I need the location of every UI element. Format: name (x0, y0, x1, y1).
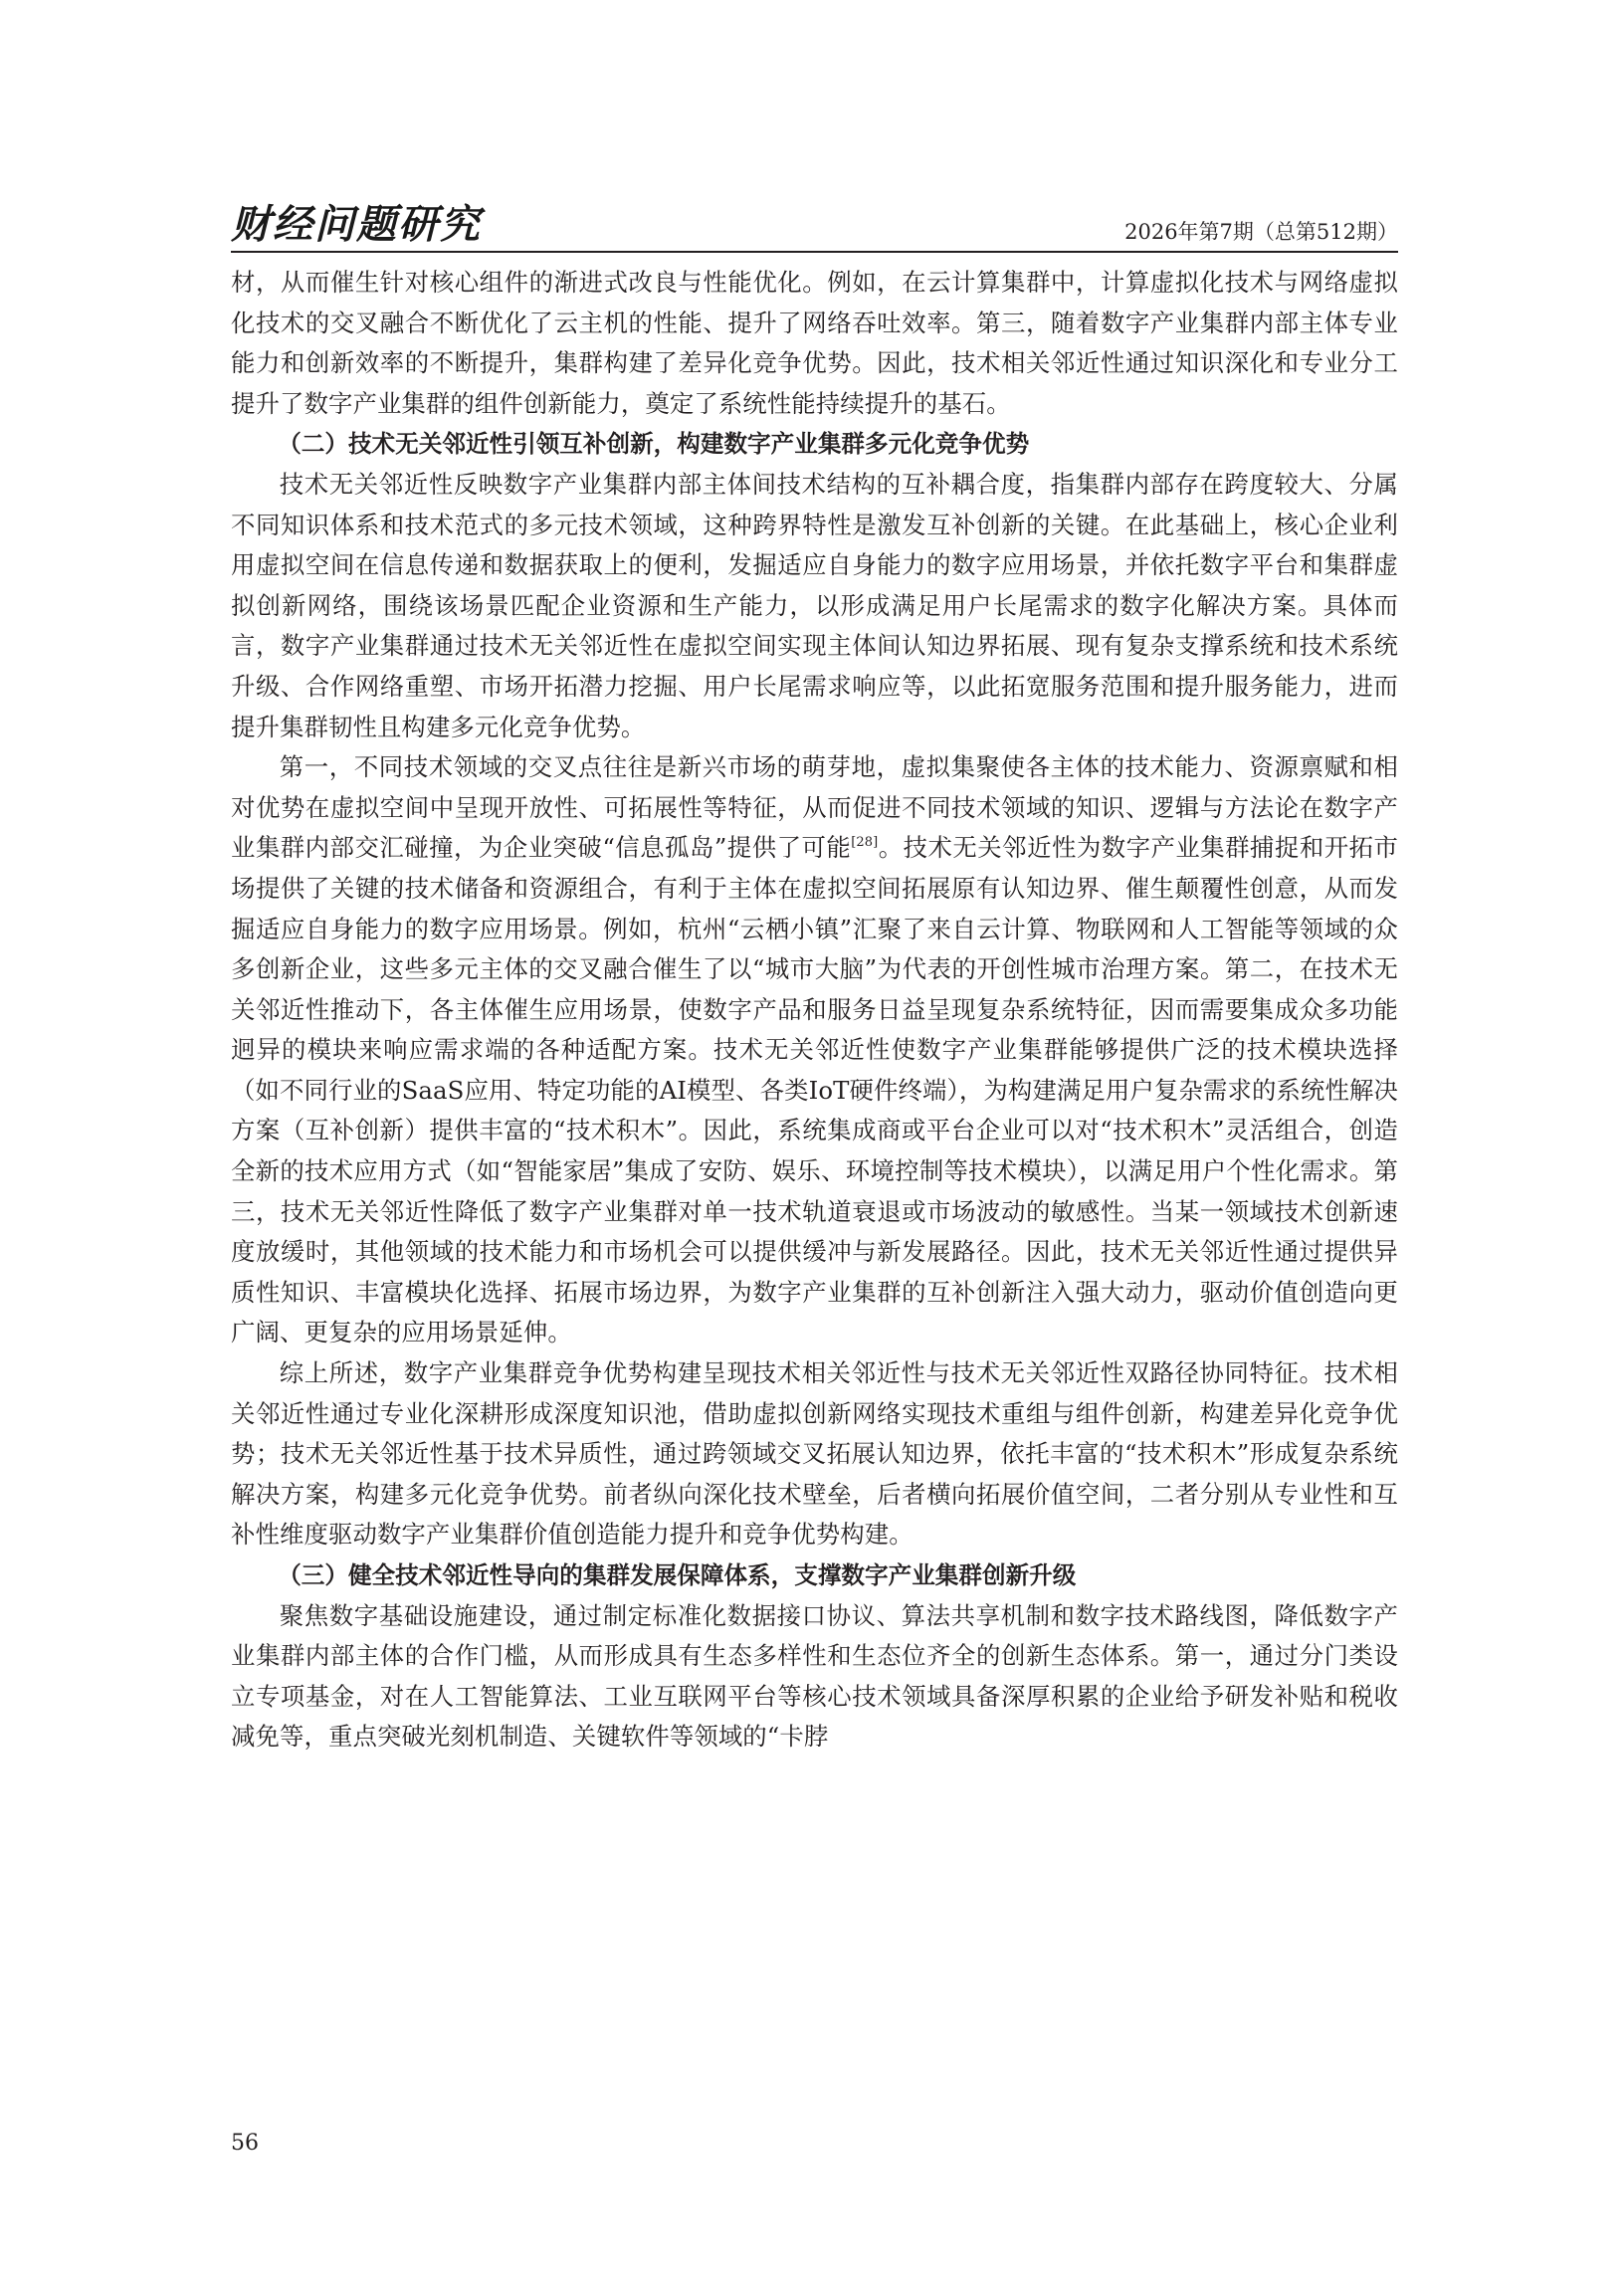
paragraph-continued: 材，从而催生针对核心组件的渐进式改良与性能优化。例如，在云计算集群中，计算虚拟化技术与网络虚拟化技术的交叉融合不断优化了云主机的性能、提升了网络吞吐效率。第三，随着数字产业集群内部主体专业能力和创新效率的不断提升，集群构建了差异化竞争优势。因此，技术相关邻近性通过知识深化和专业分工提升了数字产业集群的组件创新能力，奠定了系统性能持续提升的基石。 (231, 268, 1398, 418)
paragraph-text: 。技术无关邻近性为数字产业集群捕捉和开拓市场提供了关键的技术储备和资源组合，有利于主体在虚拟空间拓展原有认知边界、催生颠覆性创意，从而发掘适应自身能力的数字应用场景。例如，杭州“云栖小镇”汇聚了来自云计算、物联网和人工智能等领域的众多创新企业，这些多元主体的交叉融合催生了以“城市大脑”为代表的开创性城市治理方案。第二，在技术无关邻近性推动下，各主体催生应用场景，使数字产品和服务日益呈现复杂系统特征，因而需要集成众多功能迥异的模块来响应需求端的各种适配方案。技术无关邻近性使数字产业集群能够提供广泛的技术模块选择（如不同行业的SaaS应用、特定功能的AI模型、各类IoT硬件终端），为构建满足用户复杂需求的系统性解决方案（互补创新）提供丰富的“技术积木”。因此，系统集成商或平台企业可以对“技术积木”灵活组合，创造全新的技术应用方式（如“智能家居”集成了安防、娱乐、环境控制等技术模块），以满足用户个性化需求。第三，技术无关邻近性降低了数字产业集群对单一技术轨道衰退或市场波动的敏感性。当某一领域技术创新速度放缓时，其他领域的技术能力和市场机会可以提供缓冲与新发展路径。因此，技术无关邻近性通过提供异质性知识、丰富模块化选择、拓展市场边界，为数字产业集群的互补创新注入强大动力，驱动价值创造向更广阔、更复杂的应用场景延伸。 (231, 833, 1398, 1347)
citation-ref: [28] (851, 835, 879, 851)
header-rule (231, 251, 1398, 253)
paragraph: 综上所述，数字产业集群竞争优势构建呈现技术相关邻近性与技术无关邻近性双路径协同特征。技术相关邻近性通过专业化深耕形成深度知识池，借助虚拟创新网络实现技术重组与组件创新，构建差异化竞争优势；技术无关邻近性基于技术异质性，通过跨领域交叉拓展认知边界，依托丰富的“技术积木”形成复杂系统解决方案，构建多元化竞争优势。前者纵向深化技术壁垒，后者横向拓展价值空间，二者分别从专业性和互补性维度驱动数字产业集群价值创造能力提升和竞争优势构建。 (231, 1358, 1398, 1550)
section-heading-3: （三）健全技术邻近性导向的集群发展保障体系，支撑数字产业集群创新升级 (278, 1561, 1077, 1589)
section-heading-2: （二）技术无关邻近性引领互补创新，构建数字产业集群多元化竞争优势 (278, 430, 1030, 459)
journal-title-logo: 财经问题研究 (231, 201, 482, 248)
running-header (231, 199, 1398, 251)
article-body (231, 263, 1398, 1758)
paragraph: 聚焦数字基础设施建设，通过制定标准化数据接口协议、算法共享机制和数字技术路线图，降低数字产业集群内部主体的合作门槛，从而形成具有生态多样性和生态位齐全的创新生态体系。第一，通过分门类设立专项基金，对在人工智能算法、工业互联网平台等核心技术领域具备深厚积累的企业给予研发补贴和税收减免等，重点突破光刻机制造、关键软件等领域的“卡脖 (231, 1600, 1398, 1752)
issue-info: 2026年第7期（总第512期） (1124, 220, 1398, 244)
paragraph (231, 747, 1398, 1353)
page-number: 56 (231, 2131, 259, 2156)
paragraph-text: 第一，不同技术领域的交叉点往往是新兴市场的萌芽地，虚拟集聚使各主体的技术能力、资源禀赋和相对优势在虚拟空间中呈现开放性、可拓展性等特征，从而促进不同技术领域的知识、逻辑与方法论在数字产业集群内部交汇碰撞，为企业突破“信息孤岛”提供了可能 (231, 752, 1398, 863)
paragraph: 技术无关邻近性反映数字产业集群内部主体间技术结构的互补耦合度，指集群内部存在跨度较大、分属不同知识体系和技术范式的多元技术领域，这种跨界特性是激发互补创新的关键。在此基础上，核心企业利用虚拟空间在信息传递和数据获取上的便利，发掘适应自身能力的数字应用场景，并依托数字平台和集群虚拟创新网络，围绕该场景匹配企业资源和生产能力，以形成满足用户长尾需求的数字化解决方案。具体而言，数字产业集群通过技术无关邻近性在虚拟空间实现主体间认知边界拓展、现有复杂支撑系统和技术系统升级、合作网络重塑、市场开拓潜力挖掘、用户长尾需求响应等，以此拓宽服务范围和提升服务能力，进而提升集群韧性且构建多元化竞争优势。 (231, 469, 1398, 741)
